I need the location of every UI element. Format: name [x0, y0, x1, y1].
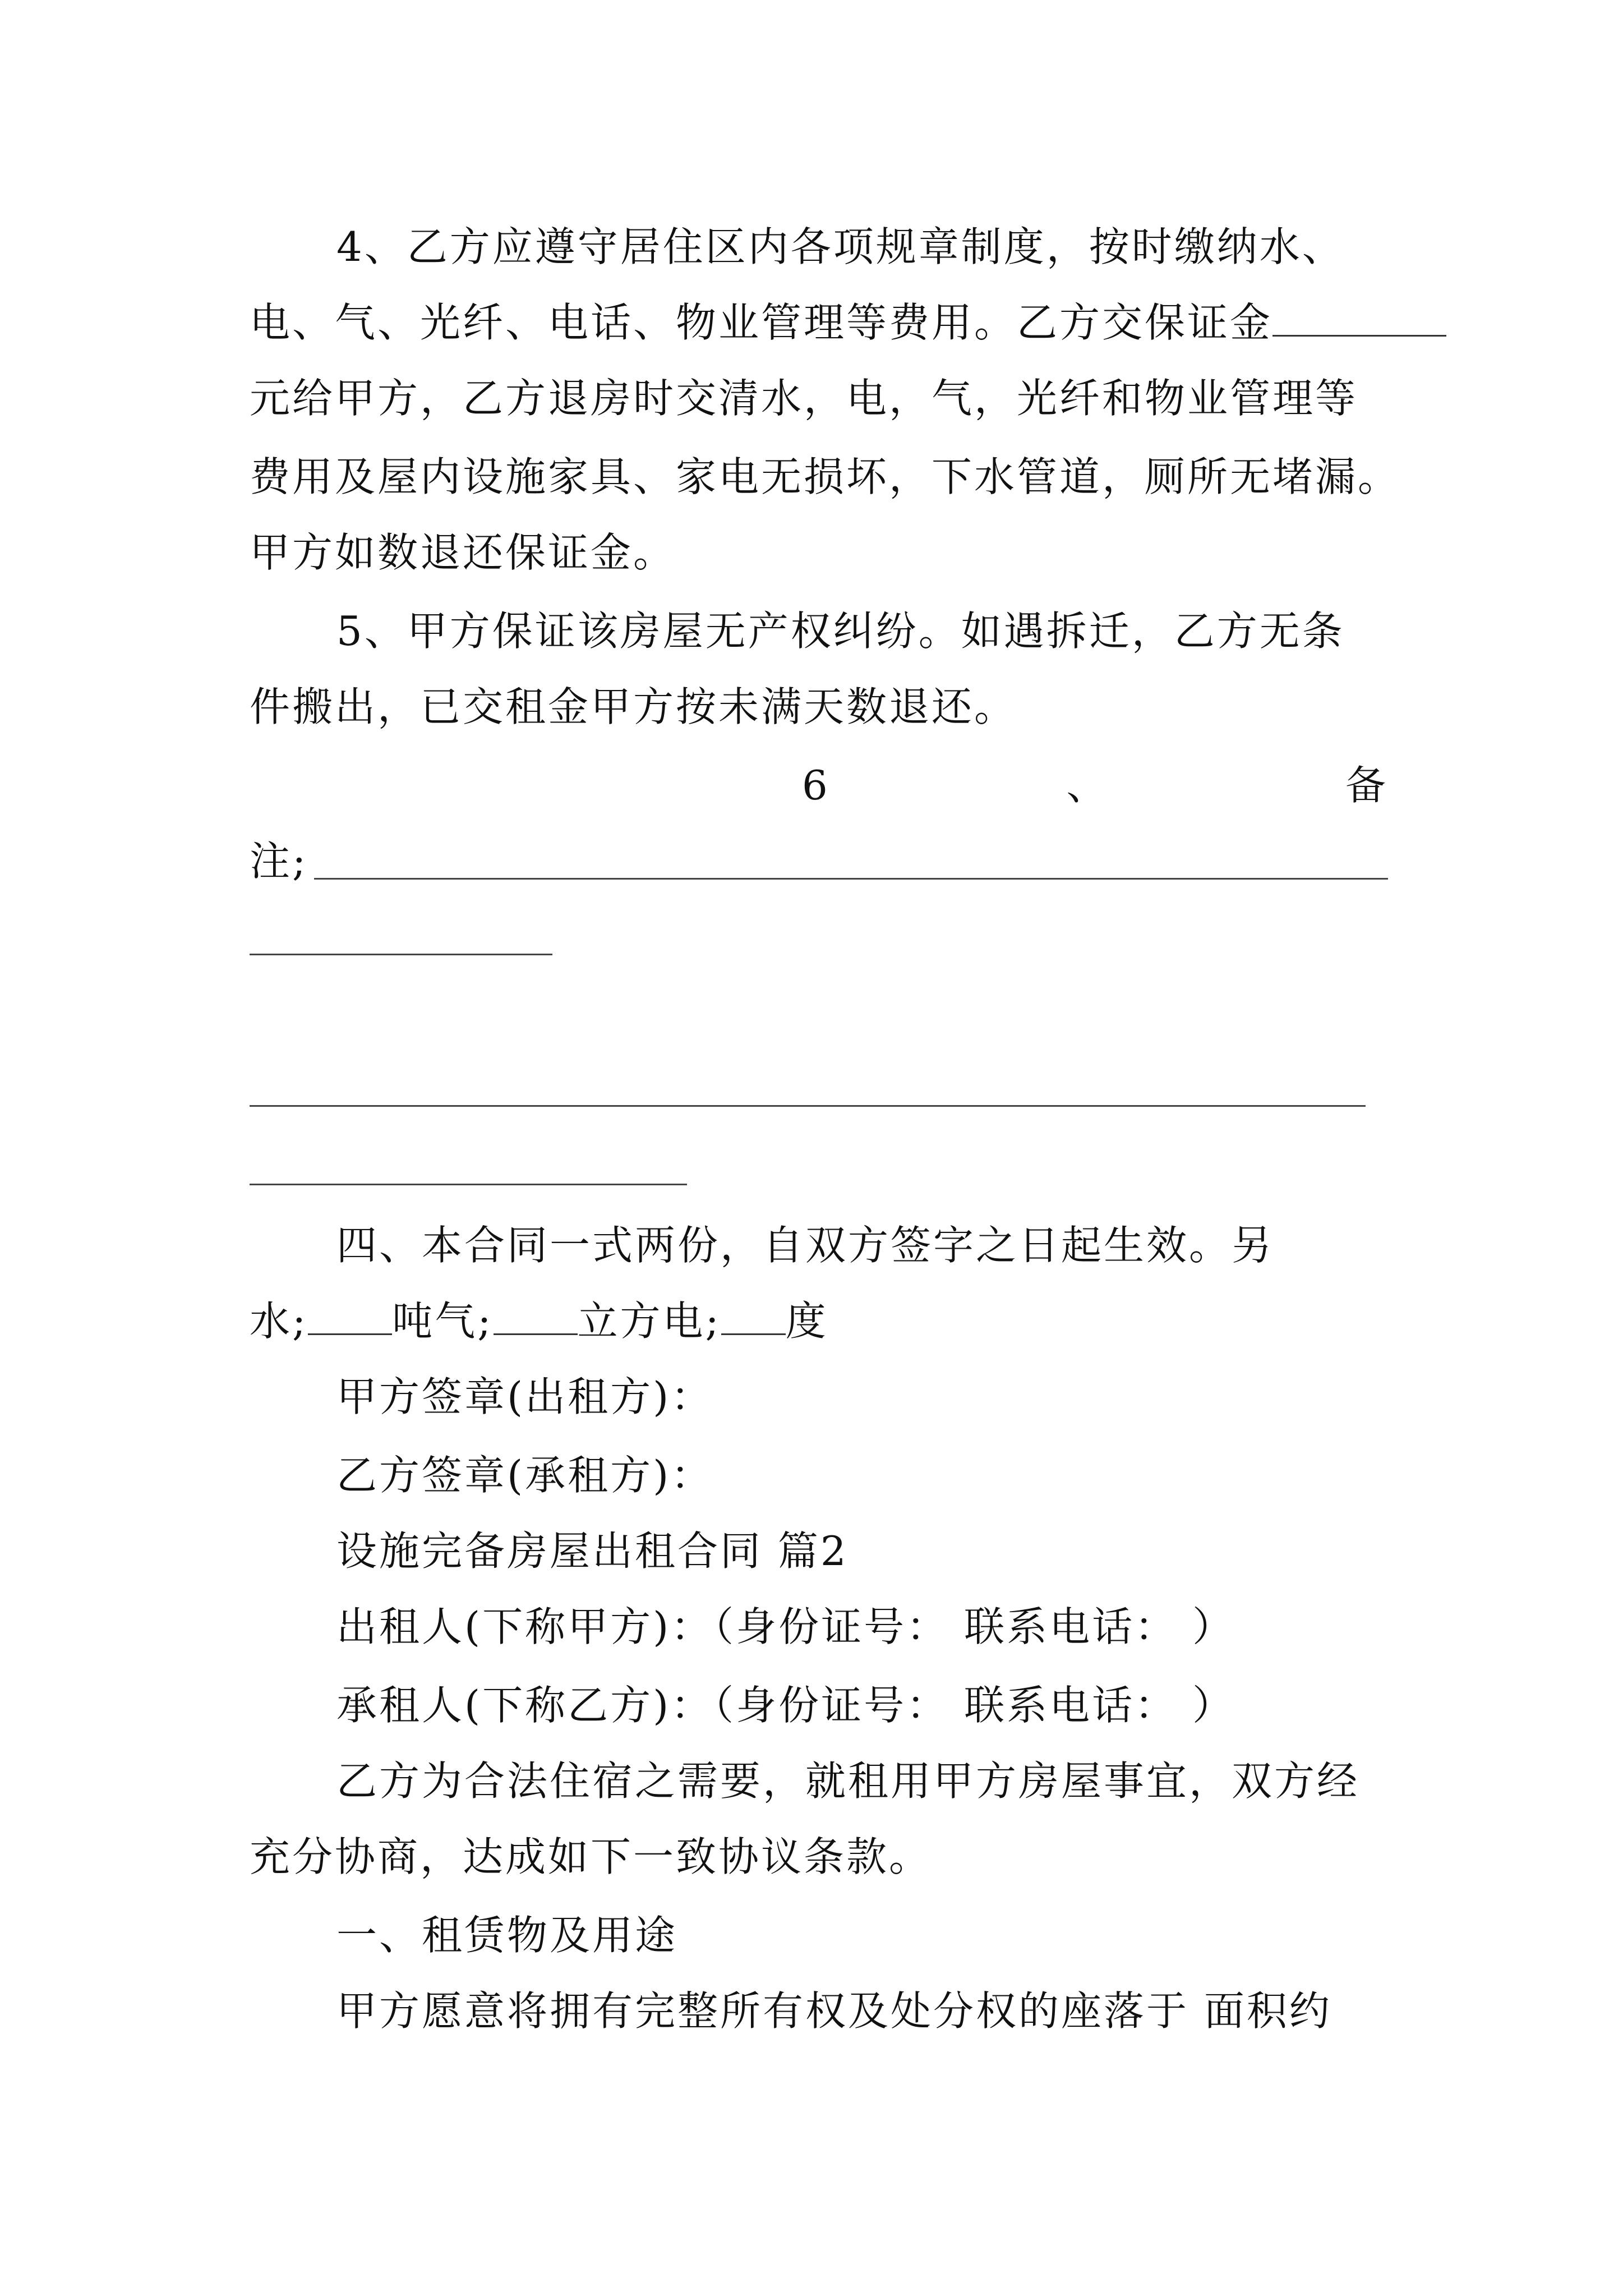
clause4-line3: 元给甲方，乙方退房时交清水，电，气，光纤和物业管理等	[250, 375, 1358, 422]
water-unit: 吨气;	[392, 1297, 494, 1345]
clause4-line2	[250, 295, 1388, 351]
clause5-line1: 5、甲方保证该房屋无产权纠纷。如遇拆迁，乙方无条	[336, 608, 1345, 655]
clause6-tail: 注;	[250, 838, 308, 885]
section4-line1: 四、本合同一式两份，自双方签字之日起生效。另	[336, 1222, 1275, 1269]
electricity-blank	[721, 1293, 786, 1335]
remarks-line-4	[250, 1184, 687, 1185]
remarks-line-3	[250, 1105, 1366, 1107]
clause6-heading	[802, 757, 1388, 813]
article1-title: 一、租赁物及用途	[336, 1912, 678, 1959]
water-label: 水;	[250, 1297, 308, 1345]
clause6-head: 备	[1345, 762, 1388, 809]
clause4-line1: 4、乙方应遵守居住区内各项规章制度，按时缴纳水、	[336, 223, 1345, 270]
clause5-line2: 件搬出，已交租金甲方按未满天数退还。	[250, 683, 1017, 730]
article1-line1: 甲方愿意将拥有完整所有权及处分权的座落于 面积约	[336, 1987, 1332, 2035]
clause4-line4: 费用及屋内设施家具、家电无损坏，下水管道，厕所无堵漏。	[250, 453, 1401, 500]
clause4-line5: 甲方如数退还保证金。	[250, 529, 676, 576]
water-blank	[308, 1293, 392, 1335]
clause6-number: 6	[802, 762, 830, 809]
contract2-title: 设施完备房屋出租合同 篇2	[336, 1527, 849, 1575]
lessor-line: 出租人(下称甲方)：（身份证号： 联系电话： ）	[336, 1603, 1235, 1650]
deposit-blank	[1272, 295, 1446, 337]
clause6-justified	[802, 757, 1388, 813]
intro-line2: 充分协商，达成如下一致协议条款。	[250, 1833, 932, 1880]
lessee-line: 承租人(下称乙方)：（身份证号： 联系电话： ）	[336, 1682, 1235, 1729]
section4-line2	[250, 1293, 1388, 1349]
party-a-signature: 甲方签章(出租方)：	[336, 1373, 714, 1420]
clause6-separator: 、	[1066, 762, 1109, 809]
intro-line1: 乙方为合法住宿之需要，就租用甲方房屋事宜，双方经	[336, 1757, 1360, 1805]
gas-blank	[494, 1293, 578, 1335]
clause4-line2-text: 电、气、光纤、电话、物业管理等费用。乙方交保证金	[250, 299, 1273, 346]
party-b-signature: 乙方签章(承租方)：	[336, 1452, 714, 1499]
electricity-unit: 度	[785, 1297, 828, 1345]
gas-unit: 立方电;	[577, 1297, 721, 1345]
remarks-line-1	[314, 878, 1388, 880]
remarks-line-2	[250, 954, 552, 955]
